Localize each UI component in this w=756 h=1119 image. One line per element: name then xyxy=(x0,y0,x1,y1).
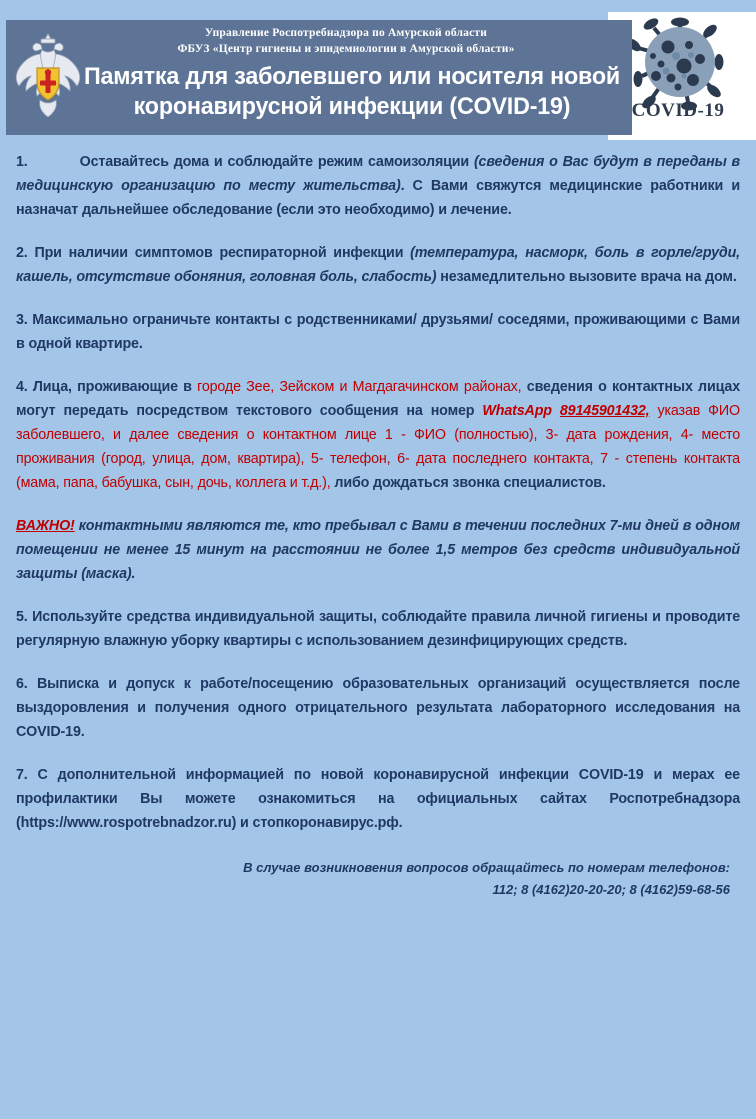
paragraph-1-bold-b: . С Вами свяжутся медицинские работники и назначат дальнейшее обследование (если это необходимо) и лечение. xyxy=(16,178,740,218)
paragraph-4-red-b: указав ФИО заболевшего, и далее сведения о контактном лице 1 - ФИО (полностью), 3- дата рождения, 4- место проживания (город, улица, дом, квартира), 5- телефон, 6- дата последнего контакта, 7 - степень контакта (мама, папа, бабушка, сын, дочь, коллега и т.д.), xyxy=(16,403,740,491)
page-title xyxy=(80,62,623,122)
important-notice xyxy=(16,514,740,586)
paragraph-4-bold-c: либо дождаться звонка специалистов. xyxy=(330,475,606,491)
contact-footer xyxy=(16,857,740,901)
org-line-2: ФБУЗ «Центр гигиены и эпидемиологии в Амурской области» xyxy=(177,43,515,55)
rospotrebnadzor-emblem-icon xyxy=(12,28,84,130)
paragraph-1-italic: (сведения о Вас будут в переданы в медицинскую организацию по месту жительства) xyxy=(16,154,740,194)
paragraph-4-bold-b: сведения о контактных лицах могут передать посредством текстового сообщения на номер xyxy=(16,379,740,419)
document-header xyxy=(0,0,756,142)
covid-19-label: COVID-19 xyxy=(631,100,725,121)
paragraph-3: 3. Максимально ограничьте контакты с родственниками/ друзьями/ соседями, проживающими с Вами в одной квартире. xyxy=(16,312,740,352)
header-title-bar xyxy=(6,20,632,135)
whatsapp-label: WhatsApp xyxy=(482,403,560,419)
paragraph-2-bold-a: 2. При наличии симптомов респираторной инфекции xyxy=(16,245,411,261)
paragraph-5: 5. Используйте средства индивидуальной защиты, соблюдайте правила личной гигиены и проводите регулярную влажную уборку квартиры с использованием дезинфицирующих средств. xyxy=(16,609,740,649)
organization-names xyxy=(96,25,596,57)
paragraph-7: 7. С дополнительной информацией по новой коронавирусной инфекции COVID-19 и мерах ее профилактики Вы можете ознакомиться на официальных сайтах Роспотребнадзора (https://www.rospotrebnadzor.ru) и стопкоронавирус.рф. xyxy=(16,767,740,831)
page-title-line-2: коронавирусной инфекции (COVID-19) xyxy=(133,93,571,120)
paragraph-2-italic: (температура, насморк, боль в горле/груди, кашель, отсутствие обоняния, головная боль, слабость) xyxy=(16,245,740,285)
org-line-1: Управление Роспотребнадзора по Амурской области xyxy=(204,27,488,39)
whatsapp-phone-number: 89145901432, xyxy=(559,403,650,419)
important-badge: ВАЖНО! xyxy=(16,518,75,534)
page-title-line-1: Памятка для заболевшего или носителя новой xyxy=(83,63,621,90)
document-body xyxy=(0,150,756,901)
paragraph-4 xyxy=(16,375,740,495)
paragraph-1 xyxy=(16,150,740,222)
paragraph-4-red-a: городе Зее, Зейском и Магдагачинском районах, xyxy=(197,379,522,395)
paragraph-2 xyxy=(16,241,740,289)
paragraph-4-bold-a: 4. Лица, проживающие в xyxy=(16,379,198,395)
paragraph-1-number: 1. xyxy=(16,154,28,170)
paragraph-6: 6. Выписка и допуск к работе/посещению образовательных организаций осуществляется после выздоровления и получения одного отрицательного результата лабораторного исследования на COVID-19. xyxy=(16,676,740,740)
footer-phone-numbers: 112; 8 (4162)20-20-20; 8 (4162)59-68-56 xyxy=(492,882,730,897)
paragraph-1-bold-a: Оставайтесь дома и соблюдайте режим самоизоляции xyxy=(79,154,474,170)
footer-line-1: В случае возникновения вопросов обращайтесь по номерам телефонов: xyxy=(243,860,730,875)
paragraph-2-bold-b: незамедлительно вызовите врача на дом. xyxy=(436,269,737,285)
important-notice-text: контактными являются те, кто пребывал с Вами в течении последних 7-ми дней в одном помещении не менее 15 минут на расстоянии не более 1,5 метров без средств индивидуальной защиты (маска). xyxy=(16,518,740,582)
